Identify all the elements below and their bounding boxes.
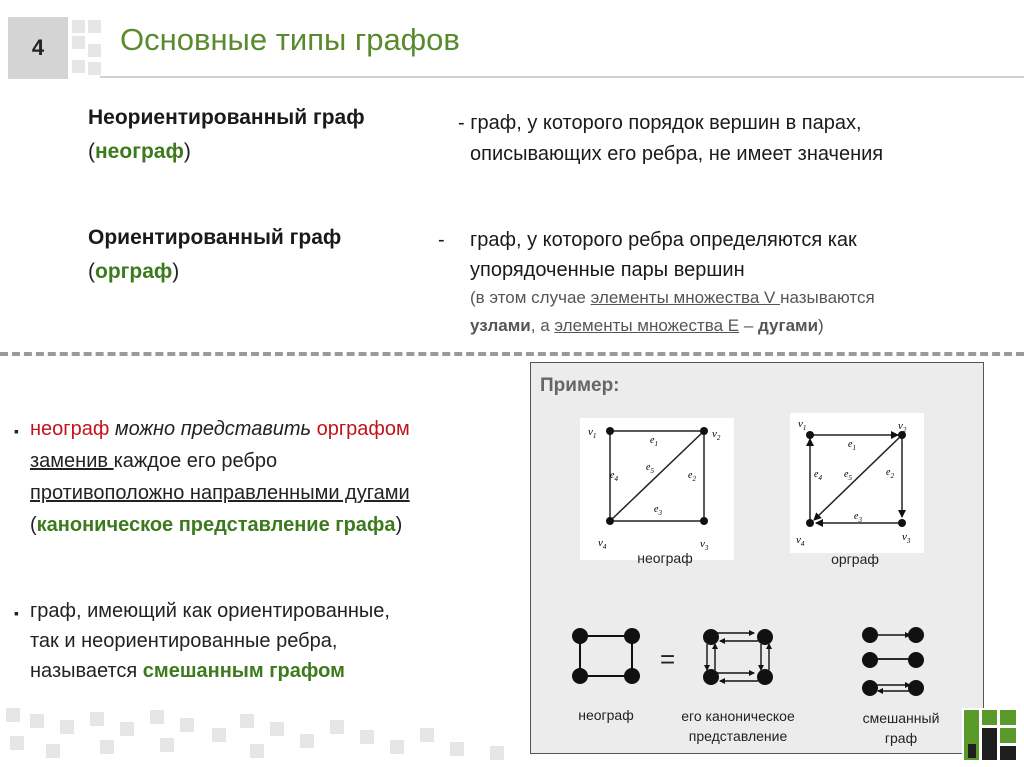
vertex-label-v4: $v_4$: [598, 537, 607, 551]
vertex-label-v4: $v_4$: [796, 534, 805, 548]
vertex-v4: [606, 517, 614, 525]
small-vertex: [908, 652, 924, 668]
small-vertex: [703, 629, 719, 645]
section-separator: [0, 352, 1024, 356]
small-mixed-graph: [858, 624, 930, 700]
edge-label-e5: $e_5$: [844, 469, 852, 482]
bottom-caption-2: его каноническое представление: [681, 708, 795, 744]
page-title: Основные типы графов: [120, 22, 460, 57]
vertex-label-v3: $v_3$: [700, 538, 709, 552]
bullet2-line2: так и неориентированные ребра,: [30, 630, 338, 652]
edge-label-e4: $e_4$: [814, 469, 822, 482]
small-vertex: [862, 652, 878, 668]
vertex-v1: [606, 427, 614, 435]
undirected-abbr: (неограф): [88, 140, 191, 163]
directed-dash: -: [438, 229, 445, 251]
directed-term: Ориентированный граф: [88, 226, 342, 249]
logo-icon: [962, 708, 1018, 762]
directed-desc-2: упорядоченные пары вершин: [470, 259, 745, 281]
example-label: Пример:: [540, 375, 620, 396]
small-undirected-graph: [568, 626, 644, 686]
directed-desc-1: граф, у которого ребра определяются как: [470, 229, 857, 251]
vertex-label-v2: $v_2$: [898, 420, 907, 434]
vertex-v3: [700, 517, 708, 525]
edge-label-e1: $e_1$: [650, 435, 658, 448]
small-vertex: [572, 628, 588, 644]
directed-note-2: узлами, а элементы множества E – дугами): [470, 316, 824, 335]
small-vertex: [757, 629, 773, 645]
bullet-marker: ▪: [14, 605, 19, 621]
edge-label-e5: $e_5$: [646, 462, 654, 475]
bullet-marker: ▪: [14, 423, 19, 439]
vertex-label-v1: $v_1$: [588, 426, 597, 440]
edge-label-e2: $e_2$: [688, 470, 696, 483]
undirected-term: Неориентированный граф: [88, 106, 365, 129]
edge-label-e3: $e_3$: [854, 511, 862, 524]
edge-label-e3: $e_3$: [654, 504, 662, 517]
bullet1-line3: противоположно направленными дугами: [30, 482, 410, 504]
bottom-caption-3: смешанный граф: [862, 710, 940, 746]
slide-number: 4: [8, 17, 68, 79]
small-vertex: [908, 680, 924, 696]
undirected-desc-1: - граф, у которого порядок вершин в парах,: [458, 112, 862, 134]
vertex-label-v3: $v_3$: [902, 531, 911, 545]
bullet1-line2: заменив каждое его ребро: [30, 450, 278, 472]
bullet2-line1: граф, имеющий как ориентированные,: [30, 600, 390, 622]
directed-graph-diagram: [790, 413, 924, 553]
small-vertex: [862, 627, 878, 643]
graph2-caption: орграф: [831, 551, 879, 567]
small-vertex: [862, 680, 878, 696]
edge-label-e2: $e_2$: [886, 467, 894, 480]
vertex-label-v1: $v_1$: [798, 418, 807, 432]
small-vertex: [908, 627, 924, 643]
directed-abbr: (орграф): [88, 260, 180, 283]
undirected-desc-2: описывающих его ребра, не имеет значения: [470, 143, 884, 165]
small-vertex: [757, 669, 773, 685]
small-edges: [580, 636, 632, 676]
directed-note-1: (в этом случае элементы множества V называются: [470, 288, 875, 307]
small-vertex: [572, 668, 588, 684]
vertex-v4: [806, 519, 814, 527]
bottom-caption-1: неограф: [578, 707, 634, 723]
vertex-label-v2: $v_2$: [712, 428, 721, 442]
small-vertex: [624, 668, 640, 684]
graph1-caption: неограф: [637, 550, 693, 566]
undirected-graph-diagram: [580, 418, 734, 560]
vertex-v1: [806, 431, 814, 439]
vertex-v3: [898, 519, 906, 527]
equals-sign: =: [660, 644, 676, 674]
edge-label-e4: $e_4$: [610, 470, 618, 483]
bullet2-line3: называется смешанным графом: [30, 660, 345, 682]
vertex-v2: [700, 427, 708, 435]
edge-label-e1: $e_1$: [848, 439, 856, 452]
small-vertex: [624, 628, 640, 644]
small-canonical-graph: [698, 626, 778, 688]
small-vertex: [703, 669, 719, 685]
bullet1-line1: неограф можно представить орграфом: [30, 418, 410, 440]
bullet1-line4: (каноническое представление графа): [30, 514, 403, 536]
title-divider: [100, 76, 1024, 78]
